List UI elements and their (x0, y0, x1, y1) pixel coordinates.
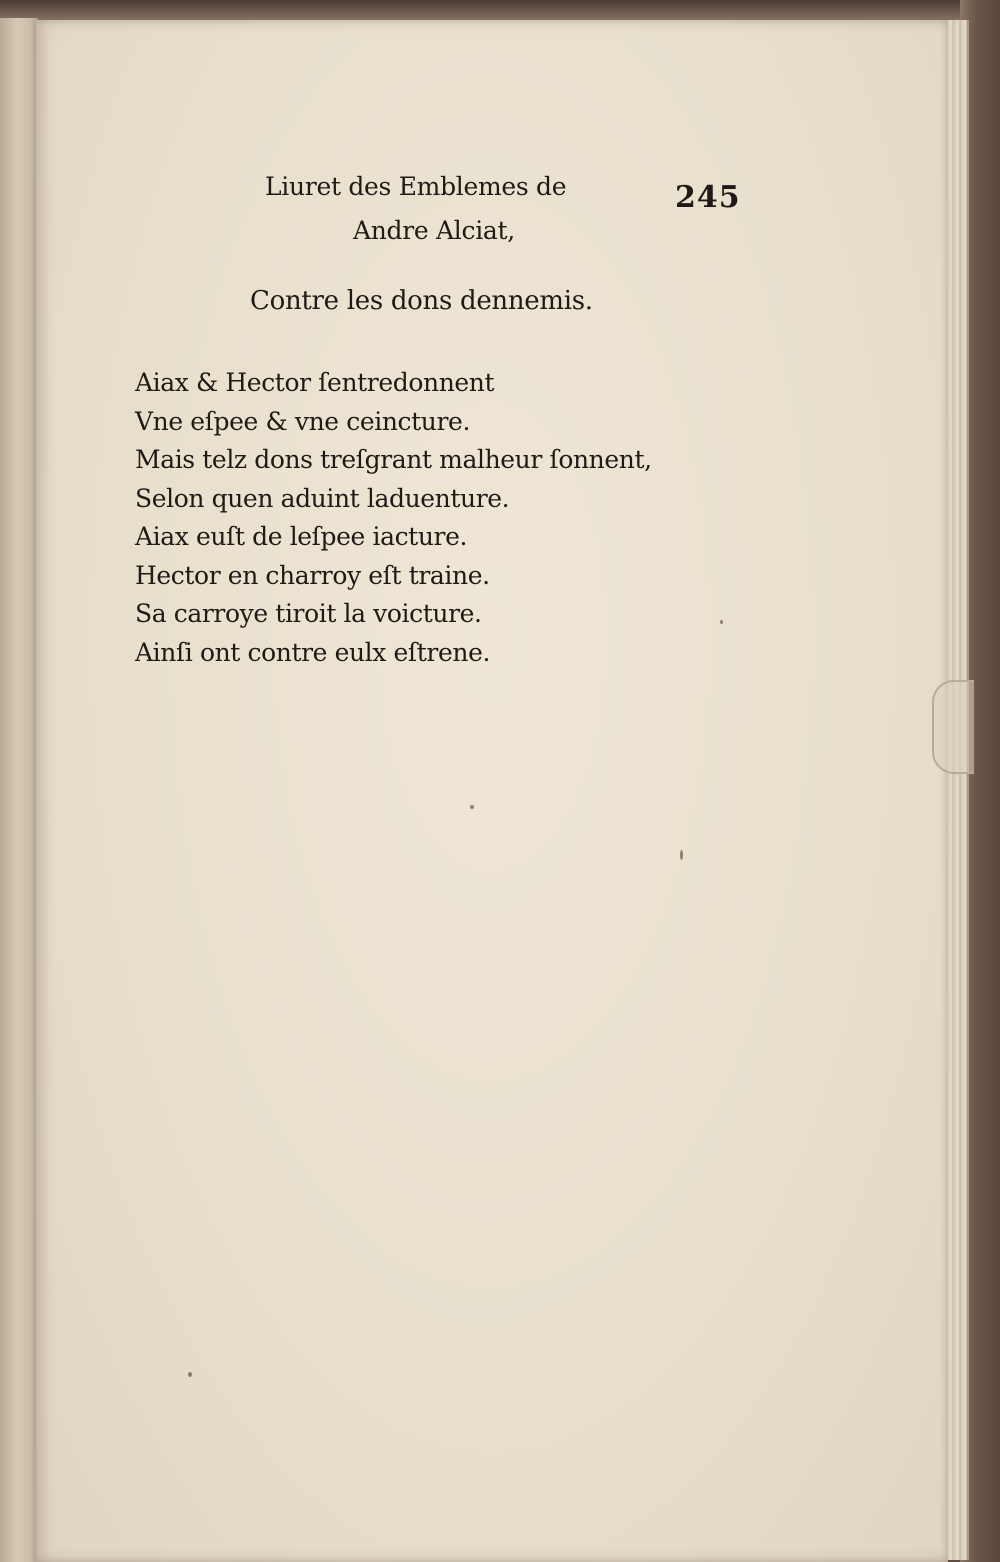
book-page (36, 20, 948, 1562)
page-number: 245 (675, 180, 741, 215)
verse-line: Hector en charroy eſt traine. (135, 560, 490, 590)
book-gutter (0, 18, 38, 1562)
book-cover-top (0, 0, 1000, 22)
verse-line: Selon quen aduint laduenture. (135, 483, 510, 513)
verse-line: Vne eſpee & vne ceincture. (135, 406, 470, 436)
verse-line: Sa carroye tiroit la voicture. (135, 599, 482, 628)
paper-speck (470, 805, 474, 809)
running-header-line1: Liuret des Emblemes de (265, 172, 567, 201)
running-header-line2: Andre Alciat, (353, 216, 515, 245)
page-tab (932, 680, 974, 774)
verse-line: Aiax & Hector ſentredonnent (135, 368, 495, 397)
verse-line: Aiax euſt de leſpee iacture. (135, 522, 468, 551)
verse-line: Ainſi ont contre eulx eſtrene. (135, 637, 491, 667)
poem-title: Contre les dons dennemis. (250, 286, 593, 316)
paper-speck (188, 1372, 192, 1377)
verse-line: Mais telz dons treſgrant malheur ſonnent, (135, 445, 652, 474)
paper-speck (720, 620, 723, 624)
poem-verse (135, 364, 652, 672)
paper-speck (680, 850, 683, 860)
